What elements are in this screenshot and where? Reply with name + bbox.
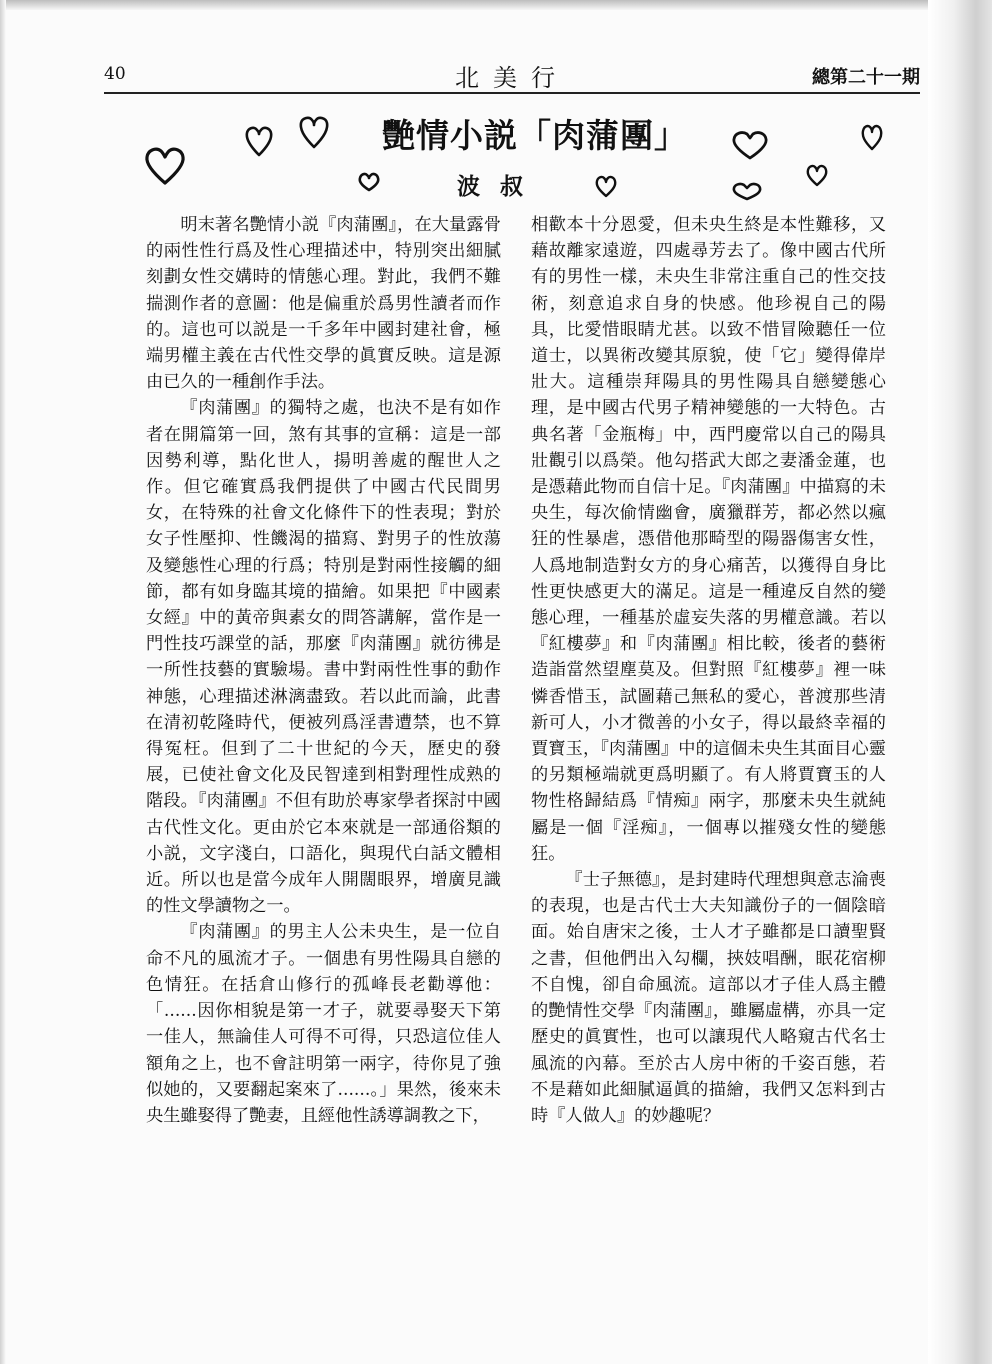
article-title: 艷情小説「肉蒲團」 bbox=[382, 116, 688, 155]
magazine-title: 北美行 bbox=[455, 64, 569, 92]
heart-icon bbox=[859, 122, 885, 152]
scan-edge-left bbox=[0, 0, 6, 1364]
running-header bbox=[104, 62, 920, 92]
heart-icon bbox=[243, 124, 275, 158]
heart-icon bbox=[804, 162, 830, 188]
scan-edge-right bbox=[928, 0, 992, 1364]
heart-icon bbox=[730, 128, 770, 162]
header-rule bbox=[104, 92, 920, 94]
article-column-right bbox=[531, 212, 886, 1129]
paragraph: 明末著名艷情小説『肉蒲團』，在大量露骨的兩性性行爲及性心理描述中，特別突出細膩刻劃女性交媾時的情態心理。對此，我們不難揣測作者的意圖：他是偏重於爲男性讀者而作的。這也可以説是一千多年中國封建社會，極端男權主義在古代性交學的眞實反映。這是源由已久的一種創作手法。 bbox=[146, 215, 501, 393]
scan-edge-top bbox=[0, 0, 992, 10]
paragraph: 『肉蒲團』的獨特之處，也決不是有如作者在開篇第一回，煞有其事的宣稱：這是一部因勢利導，點化世人，揚明善處的醒世人之作。但它確實爲我們提供了中國古代民間男女，在特殊的社會文化條件下的性表現；對於女子性壓抑、性饑渴的描寫、對男子的性放蕩及變態性心理的行爲；特別是對兩性接觸的細節，都有如身臨其境的描繪。如果把『中國素女經』中的黃帝與素女的問答講解，當作是一門性技巧課堂的話，那麼『肉蒲團』就彷彿是一所性技藝的實驗場。書中對兩性性事的動作神態，心理描述淋漓盡致。若以此而論，此書在清初乾隆時代，便被列爲淫書遭禁，也不算得冤枉。但到了二十世紀的今天，歷史的發展，已使社會文化及民智達到相對理性成熟的階段。『肉蒲團』不但有助於專家學者探討中國古代性文化。更由於它本來就是一部通俗類的小説，文字淺白，口語化，與現代白話文體相近。所以也是當今成年人開闊眼界，增廣見識的性文學讀物之一。 bbox=[146, 398, 501, 917]
heart-icon bbox=[730, 180, 764, 202]
heart-icon bbox=[356, 170, 382, 194]
heart-icon bbox=[297, 114, 331, 150]
issue-number: 總第二十一期 bbox=[812, 67, 920, 88]
page-number: 40 bbox=[104, 64, 126, 84]
article-column-left bbox=[146, 212, 501, 1129]
paragraph: 『士子無德』，是封建時代理想與意志淪喪的表現，也是古代士大夫知識份子的一個陰暗面。始自唐宋之後，士人才子雖都是口讀聖賢之書，但他們出入勾欄，挾妓唱酬，眠花宿柳不自愧，卻自命風流。這部以才子佳人爲主體的艷情性交學『肉蒲團』，雖屬虛構，亦具一定歷史的眞實性，也可以讓現代人略窺古代名士風流的內幕。至於古人房中術的千姿百態，若不是藉如此細膩逼眞的描繪，我們又怎料到古時『人做人』的妙趣呢？ bbox=[531, 870, 886, 1126]
paragraph: 『肉蒲團』的男主人公未央生，是一位自命不凡的風流才子。一個患有男性陽具自戀的色情狂。在括倉山修行的孤峰長老勸導他：「......因你相貌是第一才子，就要尋娶天下第一佳人，無論佳人可得不可得，只恐這位佳人額角之上，也不會註明第一兩字，待你見了強似她的，又要翻起案來了......。」果然，後來未央生雖娶得了艷妻，且經他性誘導調教之下， bbox=[146, 922, 501, 1126]
heart-icon bbox=[143, 145, 187, 187]
heart-icon bbox=[593, 173, 619, 199]
paragraph: 相歡本十分恩愛，但未央生終是本性難移，又藉故離家遠遊，四處尋芳去了。像中國古代所有的男性一樣，未央生非常注重自己的性交技術，刻意追求自身的快感。他珍視自己的陽具，比愛惜眼睛尤甚。以致不惜冒險聽任一位道士，以異術改變其原貌，使「它」變得偉岸壯大。這種崇拜陽具的男性陽具自戀變態心理，是中國古代男子精神變態的一大特色。古典名著「金瓶梅」中，西門慶常以自己的陽具壯觀引以爲榮。他勾搭武大郎之妻潘金蓮，也是憑藉此物而自信十足。『肉蒲團』中描寫的未央生，每次偷情幽會，廣獵群芳，都必然以瘋狂的性暴虐，憑借他那畸型的陽器傷害女性，人爲地制造對女方的身心痛苦，以獲得自身比性更快感更大的滿足。這是一種違反自然的變態心理，一種基於虛妄失落的男權意識。若以『紅樓夢』和『肉蒲團』相比較，後者的藝術造詣當然望塵莫及。但對照『紅樓夢』裡一味憐香惜玉，試圖藉己無私的愛心，普渡那些清新可人，小才微善的小女子，得以最終幸福的賈寶玉，『肉蒲團』中的這個未央生其面目心靈的另類極端就更爲明顯了。有人將賈寶玉的人物性格歸結爲『情痴』兩字，那麼未央生就純屬是一個『淫痴』，一個專以摧殘女性的變態狂。 bbox=[531, 215, 886, 864]
article-author: 波叔 bbox=[457, 174, 543, 200]
